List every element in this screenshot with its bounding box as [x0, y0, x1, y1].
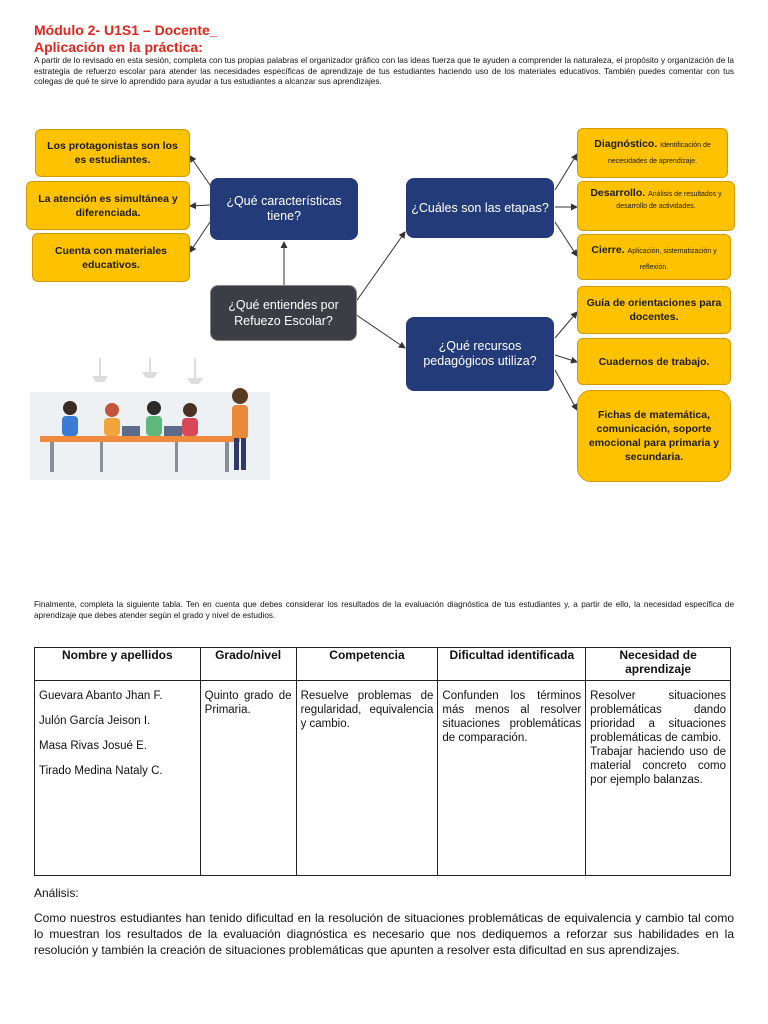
question-caracteristicas: ¿Qué características tiene?: [210, 178, 358, 240]
table-header: Necesidad de aprendizaje: [586, 648, 731, 681]
student-names-cell: [35, 681, 201, 876]
etapa-desc: Aplicación, sistematización y reflexión.: [627, 248, 717, 271]
grade-cell: Quinto grado de Primaria.: [200, 681, 296, 876]
student-name: Masa Rivas Josué E.: [39, 740, 148, 752]
question-etapas: ¿Cuáles son las etapas?: [406, 178, 554, 238]
student-name: Tirado Medina Nataly C.: [39, 765, 163, 777]
table-header: Competencia: [296, 648, 438, 681]
etapa-desc: Identificación de necesidades de aprendizaje.: [607, 142, 711, 165]
etapa-name: Cierre.: [591, 244, 625, 256]
difficulty-cell: Confunden los términos más menos al resolver situaciones problemáticas de comparación.: [438, 681, 586, 876]
caracteristica-box: Cuenta con materiales educativos.: [32, 233, 190, 282]
etapa-box: [577, 234, 731, 280]
caracteristica-box: La atención es simultánea y diferenciada.: [26, 181, 190, 230]
recurso-box: Guía de orientaciones para docentes.: [577, 286, 731, 334]
etapa-name: Desarrollo.: [590, 187, 646, 199]
etapa-desc: Análisis de resultados y desarrollo de actividades.: [616, 191, 722, 210]
table-header: Nombre y apellidos: [35, 648, 201, 681]
recurso-box: Fichas de matemática, comunicación, soporte emocional para primaria y secundaria.: [577, 390, 731, 482]
learning-needs-table: [34, 647, 731, 876]
table-row: [35, 681, 731, 876]
need-text: Trabajar haciendo uso de material concreto como por ejemplo balanzas.: [590, 746, 726, 786]
analysis-text: Como nuestros estudiantes han tenido dificultad en la resolución de situaciones problemáticas de equivalencia y cambio tal como lo muestran los resultados de la evaluación diagnóstica es necesario que nos dediquemos a reforzar sus habilidades en la resolución y también la creación de situaciones problemáticas que apunten a resolver esta dificultad en sus aprendizajes.: [34, 911, 734, 957]
caracteristica-box: Los protagonistas son los es estudiantes.: [35, 129, 190, 177]
table-instructions: Finalmente, completa la siguiente tabla. Ten en cuenta que debes considerar los resultados de la evaluación diagnóstica de tus estudiantes y, a partir de ello, la necesidad específica de aprendizaje que debes atender según el grado y nivel de estudios.: [34, 600, 734, 620]
need-cell: [586, 681, 731, 876]
question-recursos: ¿Qué recursos pedagógicos utiliza?: [406, 317, 554, 391]
recurso-box: Cuadernos de trabajo.: [577, 338, 731, 385]
table-header-row: [35, 648, 731, 681]
student-name: Guevara Abanto Jhan F.: [39, 690, 163, 702]
center-question-box: ¿Qué entiendes por Refuezo Escolar?: [210, 285, 357, 341]
table-header: Grado/nivel: [200, 648, 296, 681]
etapa-name: Diagnóstico.: [594, 138, 658, 150]
student-name: Julón García Jeison I.: [39, 715, 151, 727]
need-text: Resolver situaciones problemáticas dando prioridad a situaciones problemáticas de cambio.: [590, 690, 726, 744]
analysis-label: Análisis:: [34, 886, 79, 900]
document-title: Módulo 2- U1S1 – Docente_: [34, 22, 218, 38]
document-subtitle: Aplicación en la práctica:: [34, 39, 203, 55]
etapa-box: [577, 128, 728, 178]
etapa-box: [577, 181, 735, 231]
competency-cell: Resuelve problemas de regularidad, equivalencia y cambio.: [296, 681, 438, 876]
classroom-illustration: [30, 358, 270, 480]
intro-paragraph: A partir de lo revisado en esta sesión, completa con tus propias palabras el organizador gráfico con las ideas fuerza que te ayuden a comprender la naturaleza, el propósito y organización de la estrategia de refuerzo escolar para atender las necesidades específicas de aprendizaje de tus estudiantes haciendo uso de los materiales educativos. También puedes comentar con tus colegas de qué te sirve lo aprendido para ayudar a tus estudiantes a alcanzar sus aprendizajes.: [34, 56, 734, 86]
table-header: Dificultad identificada: [438, 648, 586, 681]
